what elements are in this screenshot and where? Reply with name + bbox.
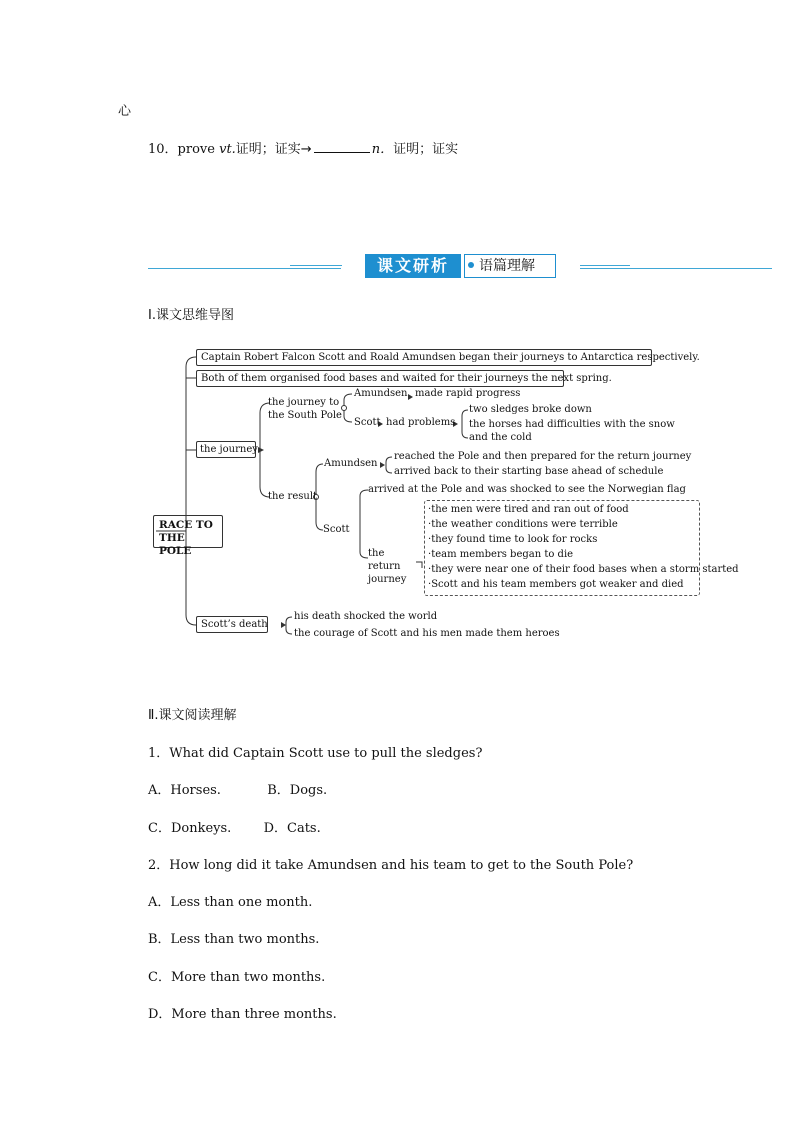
death-label: Scott’s death: [201, 619, 268, 630]
option-d[interactable]: D．Cats.: [263, 821, 321, 836]
amundsen-label-1: Amundsen: [354, 388, 408, 399]
amundsen-result-item: arrived back to their starting base ahead of schedule: [394, 466, 664, 477]
death-item: his death shocked the world: [294, 611, 438, 622]
vocab-meaning2: 证明；证实: [393, 142, 459, 157]
intro-box-2: [196, 370, 612, 387]
return-item: ·team members began to die: [428, 549, 574, 560]
had-problems-text: had problems: [386, 417, 456, 428]
intro-text-2: Both of them organised food bases and waited for their journeys the next spring.: [201, 373, 612, 384]
result-label: the result: [268, 491, 318, 502]
vocab-number: 10．: [148, 142, 178, 157]
death-item: the courage of Scott and his men made them heroes: [294, 628, 560, 639]
section-title-reading: Ⅱ.课文阅读理解: [148, 708, 237, 723]
option-b[interactable]: B．Less than two months.: [148, 932, 320, 947]
amundsen-label-2: Amundsen: [324, 458, 378, 469]
amundsen-result-item: reached the Pole and then prepared for the return journey: [394, 451, 692, 462]
problem-item: the horses had difficulties with the snow: [469, 419, 675, 430]
made-progress-text: made rapid progress: [415, 388, 521, 399]
journey-box: [196, 441, 256, 458]
problem-item: and the cold: [469, 432, 532, 443]
root-label: RACE TO THE POLE: [159, 519, 213, 557]
option-a[interactable]: A．Horses.: [148, 783, 221, 798]
return-item: ·they were near one of their food bases when a storm started: [428, 564, 739, 575]
return-item: ·the weather conditions were terrible: [428, 519, 618, 530]
trunk-line: [186, 357, 196, 625]
option-line: [148, 817, 321, 836]
option-c[interactable]: C．Donkeys.: [148, 821, 232, 836]
problem-item: two sledges broke down: [469, 404, 592, 415]
vocab-pos: vt.: [219, 142, 236, 157]
scott-arrived-text: arrived at the Pole and was shocked to see the Norwegian flag: [368, 484, 686, 495]
banner-subtitle: 语篇理解: [464, 254, 556, 278]
return-item: ·the men were tired and ran out of food: [428, 504, 629, 515]
return-item: ·Scott and his team members got weaker and died: [428, 579, 684, 590]
return-journey-label: the return journey: [368, 548, 407, 585]
vocab-meaning: 证明；证实→: [235, 142, 312, 157]
journey-to-pole-label: the journey to the South Pole: [268, 397, 342, 421]
intro-text-1: Captain Robert Falcon Scott and Roald Amundsen began their journeys to Antarctica respectively.: [201, 352, 700, 363]
intro-box-1: [196, 349, 700, 366]
death-box: [196, 616, 268, 633]
scott-label-2: Scott: [323, 524, 350, 535]
journey-label: the journey: [200, 444, 258, 455]
arrow-journey: [258, 447, 264, 453]
section-title-mindmap: Ⅰ.课文思维导图: [148, 308, 234, 323]
return-item: ·they found time to look for rocks: [428, 534, 598, 545]
text-fragment: 心: [118, 104, 132, 119]
question-2: 2．How long did it take Amundsen and his team to get to the South Pole?: [148, 858, 634, 873]
option-d[interactable]: D．More than three months.: [148, 1007, 337, 1022]
vocab-pos2: n．: [371, 142, 394, 157]
vocab-word: prove: [177, 142, 215, 157]
option-line: [148, 779, 327, 798]
option-c[interactable]: C．More than two months.: [148, 970, 326, 985]
banner-title: 课文研析: [365, 254, 461, 278]
option-a[interactable]: A．Less than one month.: [148, 895, 313, 910]
question-1: 1．What did Captain Scott use to pull the sledges?: [148, 746, 483, 761]
root-box: [153, 515, 223, 557]
option-b[interactable]: B．Dogs.: [267, 783, 328, 798]
scott-label-1: Scott: [354, 417, 381, 428]
